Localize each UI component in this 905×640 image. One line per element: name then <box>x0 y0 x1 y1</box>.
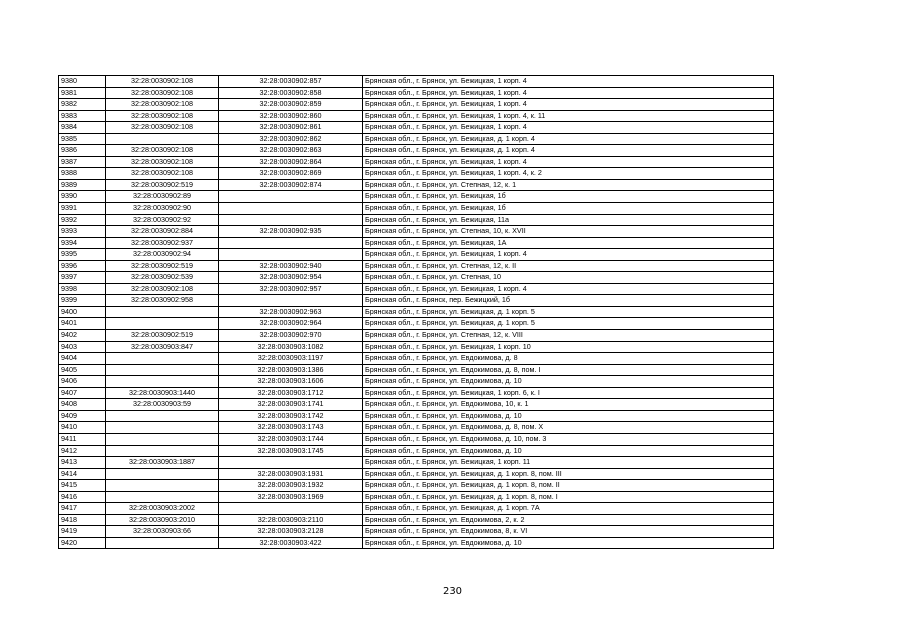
object-number-cell: 32:28:0030902:862 <box>219 133 363 145</box>
address-cell: Брянская обл., г. Брянск, пер. Бежицкий, 1б <box>363 295 774 307</box>
table-row <box>59 179 774 191</box>
table-row <box>59 318 774 330</box>
row-number-cell: 9388 <box>59 168 106 180</box>
address-cell: Брянская обл., г. Брянск, ул. Евдокимова, д. 8 <box>363 353 774 365</box>
address-cell: Брянская обл., г. Брянск, ул. Евдокимова, 10, к. 1 <box>363 399 774 411</box>
row-number-cell: 9396 <box>59 260 106 272</box>
parcel-number-cell: 32:28:0030902:539 <box>106 272 219 284</box>
parcel-number-cell: 32:28:0030902:958 <box>106 295 219 307</box>
table-row <box>59 249 774 261</box>
row-number-cell: 9404 <box>59 353 106 365</box>
address-cell: Брянская обл., г. Брянск, ул. Бежицкая, 1 корп. 4 <box>363 249 774 261</box>
address-cell: Брянская обл., г. Брянск, ул. Евдокимова, д. 8, пом. I <box>363 364 774 376</box>
table-row <box>59 445 774 457</box>
address-cell: Брянская обл., г. Брянск, ул. Степная, 10, к. XVII <box>363 226 774 238</box>
row-number-cell: 9403 <box>59 341 106 353</box>
row-number-cell: 9380 <box>59 76 106 88</box>
row-number-cell: 9387 <box>59 156 106 168</box>
object-number-cell <box>219 295 363 307</box>
row-number-cell: 9397 <box>59 272 106 284</box>
parcel-number-cell <box>106 364 219 376</box>
object-number-cell: 32:28:0030903:1743 <box>219 422 363 434</box>
object-number-cell: 32:28:0030903:1712 <box>219 387 363 399</box>
table-row <box>59 399 774 411</box>
row-number-cell: 9420 <box>59 537 106 549</box>
address-cell: Брянская обл., г. Брянск, ул. Бежицкая, д. 1 корп. 7А <box>363 503 774 515</box>
row-number-cell: 9381 <box>59 87 106 99</box>
parcel-number-cell: 32:28:0030902:108 <box>106 110 219 122</box>
object-number-cell <box>219 203 363 215</box>
object-number-cell: 32:28:0030903:1969 <box>219 491 363 503</box>
object-number-cell: 32:28:0030902:857 <box>219 76 363 88</box>
object-number-cell <box>219 214 363 226</box>
parcel-number-cell: 32:28:0030902:108 <box>106 99 219 111</box>
address-cell: Брянская обл., г. Брянск, ул. Бежицкая, 1 корп. 4 <box>363 87 774 99</box>
table-row <box>59 503 774 515</box>
table-row <box>59 353 774 365</box>
parcel-number-cell: 32:28:0030902:108 <box>106 122 219 134</box>
address-cell: Брянская обл., г. Брянск, ул. Евдокимова, д. 10 <box>363 410 774 422</box>
row-number-cell: 9392 <box>59 214 106 226</box>
object-number-cell: 32:28:0030903:1744 <box>219 433 363 445</box>
table-row <box>59 295 774 307</box>
parcel-number-cell <box>106 491 219 503</box>
row-number-cell: 9419 <box>59 526 106 538</box>
table-row <box>59 491 774 503</box>
table-row <box>59 433 774 445</box>
page-number: 230 <box>442 586 463 597</box>
object-number-cell: 32:28:0030903:1197 <box>219 353 363 365</box>
table-body <box>59 76 774 549</box>
address-cell: Брянская обл., г. Брянск, ул. Степная, 10 <box>363 272 774 284</box>
table-row <box>59 364 774 376</box>
table-row <box>59 76 774 88</box>
object-number-cell <box>219 249 363 261</box>
table-row <box>59 514 774 526</box>
parcel-number-cell <box>106 410 219 422</box>
table-row <box>59 376 774 388</box>
row-number-cell: 9408 <box>59 399 106 411</box>
address-cell: Брянская обл., г. Брянск, ул. Бежицкая, 1 корп. 6, к. I <box>363 387 774 399</box>
object-number-cell: 32:28:0030903:1082 <box>219 341 363 353</box>
row-number-cell: 9411 <box>59 433 106 445</box>
table-row <box>59 410 774 422</box>
object-number-cell <box>219 457 363 469</box>
object-number-cell: 32:28:0030903:1606 <box>219 376 363 388</box>
parcel-number-cell: 32:28:0030902:92 <box>106 214 219 226</box>
table-row <box>59 214 774 226</box>
address-cell: Брянская обл., г. Брянск, ул. Бежицкая, 1 корп. 4 <box>363 122 774 134</box>
object-number-cell: 32:28:0030902:935 <box>219 226 363 238</box>
parcel-number-cell <box>106 353 219 365</box>
address-cell: Брянская обл., г. Брянск, ул. Бежицкая, д. 1 корп. 8, пом. III <box>363 468 774 480</box>
table-row <box>59 145 774 157</box>
row-number-cell: 9384 <box>59 122 106 134</box>
parcel-number-cell: 32:28:0030902:884 <box>106 226 219 238</box>
object-number-cell: 32:28:0030903:1742 <box>219 410 363 422</box>
row-number-cell: 9398 <box>59 283 106 295</box>
table-row <box>59 156 774 168</box>
object-number-cell: 32:28:0030902:864 <box>219 156 363 168</box>
address-cell: Брянская обл., г. Брянск, ул. Бежицкая, 1 корп. 4, к. 11 <box>363 110 774 122</box>
row-number-cell: 9394 <box>59 237 106 249</box>
address-cell: Брянская обл., г. Брянск, ул. Степная, 12, к. 1 <box>363 179 774 191</box>
object-number-cell: 32:28:0030902:858 <box>219 87 363 99</box>
object-number-cell: 32:28:0030902:940 <box>219 260 363 272</box>
table-row <box>59 122 774 134</box>
table-row <box>59 226 774 238</box>
parcel-number-cell: 32:28:0030902:108 <box>106 156 219 168</box>
address-cell: Брянская обл., г. Брянск, ул. Бежицкая, д. 1 корп. 5 <box>363 306 774 318</box>
object-number-cell: 32:28:0030902:874 <box>219 179 363 191</box>
address-cell: Брянская обл., г. Брянск, ул. Евдокимова, д. 10 <box>363 537 774 549</box>
row-number-cell: 9416 <box>59 491 106 503</box>
row-number-cell: 9382 <box>59 99 106 111</box>
row-number-cell: 9395 <box>59 249 106 261</box>
address-cell: Брянская обл., г. Брянск, ул. Бежицкая, 1А <box>363 237 774 249</box>
row-number-cell: 9414 <box>59 468 106 480</box>
table-row <box>59 133 774 145</box>
table-row <box>59 480 774 492</box>
object-number-cell <box>219 237 363 249</box>
parcel-number-cell <box>106 376 219 388</box>
parcel-number-cell: 32:28:0030903:2002 <box>106 503 219 515</box>
parcel-number-cell: 32:28:0030903:2010 <box>106 514 219 526</box>
parcel-number-cell <box>106 318 219 330</box>
cadastral-table <box>58 75 774 549</box>
row-number-cell: 9412 <box>59 445 106 457</box>
address-cell: Брянская обл., г. Брянск, ул. Евдокимова, д. 10 <box>363 376 774 388</box>
row-number-cell: 9409 <box>59 410 106 422</box>
address-cell: Брянская обл., г. Брянск, ул. Степная, 12, к. VIII <box>363 330 774 342</box>
object-number-cell: 32:28:0030902:963 <box>219 306 363 318</box>
parcel-number-cell: 32:28:0030903:1887 <box>106 457 219 469</box>
parcel-number-cell: 32:28:0030902:94 <box>106 249 219 261</box>
address-cell: Брянская обл., г. Брянск, ул. Бежицкая, 1 корп. 11 <box>363 457 774 469</box>
object-number-cell: 32:28:0030903:1931 <box>219 468 363 480</box>
address-cell: Брянская обл., г. Брянск, ул. Евдокимова, д. 8, пом. X <box>363 422 774 434</box>
address-cell: Брянская обл., г. Брянск, ул. Бежицкая, 1 корп. 4, к. 2 <box>363 168 774 180</box>
address-cell: Брянская обл., г. Брянск, ул. Степная, 12, к. II <box>363 260 774 272</box>
parcel-number-cell: 32:28:0030902:108 <box>106 76 219 88</box>
object-number-cell: 32:28:0030902:954 <box>219 272 363 284</box>
table-row <box>59 468 774 480</box>
object-number-cell: 32:28:0030902:964 <box>219 318 363 330</box>
table-row <box>59 99 774 111</box>
parcel-number-cell: 32:28:0030903:59 <box>106 399 219 411</box>
parcel-number-cell: 32:28:0030903:847 <box>106 341 219 353</box>
object-number-cell: 32:28:0030903:1745 <box>219 445 363 457</box>
object-number-cell: 32:28:0030902:863 <box>219 145 363 157</box>
parcel-number-cell: 32:28:0030903:1440 <box>106 387 219 399</box>
table-row <box>59 260 774 272</box>
table-row <box>59 330 774 342</box>
table-row <box>59 341 774 353</box>
object-number-cell: 32:28:0030903:422 <box>219 537 363 549</box>
parcel-number-cell: 32:28:0030902:519 <box>106 179 219 191</box>
parcel-number-cell <box>106 468 219 480</box>
table-row <box>59 237 774 249</box>
table-row <box>59 306 774 318</box>
address-cell: Брянская обл., г. Брянск, ул. Евдокимова, д. 10 <box>363 445 774 457</box>
row-number-cell: 9399 <box>59 295 106 307</box>
address-cell: Брянская обл., г. Брянск, ул. Бежицкая, д. 1 корп. 4 <box>363 145 774 157</box>
object-number-cell: 32:28:0030902:869 <box>219 168 363 180</box>
object-number-cell: 32:28:0030903:2128 <box>219 526 363 538</box>
parcel-number-cell: 32:28:0030902:89 <box>106 191 219 203</box>
row-number-cell: 9415 <box>59 480 106 492</box>
table-row <box>59 110 774 122</box>
address-cell: Брянская обл., г. Брянск, ул. Евдокимова, 8, к. VI <box>363 526 774 538</box>
object-number-cell <box>219 191 363 203</box>
parcel-number-cell: 32:28:0030902:90 <box>106 203 219 215</box>
table-row <box>59 422 774 434</box>
table-row <box>59 537 774 549</box>
parcel-number-cell: 32:28:0030902:108 <box>106 87 219 99</box>
row-number-cell: 9410 <box>59 422 106 434</box>
table-row <box>59 87 774 99</box>
address-cell: Брянская обл., г. Брянск, ул. Бежицкая, 1 корп. 4 <box>363 76 774 88</box>
address-cell: Брянская обл., г. Брянск, ул. Евдокимова, 2, к. 2 <box>363 514 774 526</box>
parcel-number-cell: 32:28:0030902:519 <box>106 260 219 272</box>
object-number-cell: 32:28:0030903:1386 <box>219 364 363 376</box>
parcel-number-cell <box>106 433 219 445</box>
parcel-number-cell <box>106 306 219 318</box>
row-number-cell: 9386 <box>59 145 106 157</box>
row-number-cell: 9400 <box>59 306 106 318</box>
address-cell: Брянская обл., г. Брянск, ул. Бежицкая, д. 1 корп. 5 <box>363 318 774 330</box>
parcel-number-cell: 32:28:0030902:108 <box>106 283 219 295</box>
address-cell: Брянская обл., г. Брянск, ул. Бежицкая, 11а <box>363 214 774 226</box>
row-number-cell: 9391 <box>59 203 106 215</box>
object-number-cell: 32:28:0030902:970 <box>219 330 363 342</box>
row-number-cell: 9418 <box>59 514 106 526</box>
row-number-cell: 9413 <box>59 457 106 469</box>
parcel-number-cell <box>106 422 219 434</box>
address-cell: Брянская обл., г. Брянск, ул. Бежицкая, 1б <box>363 203 774 215</box>
parcel-number-cell <box>106 480 219 492</box>
object-number-cell: 32:28:0030902:861 <box>219 122 363 134</box>
row-number-cell: 9417 <box>59 503 106 515</box>
address-cell: Брянская обл., г. Брянск, ул. Евдокимова, д. 10, пом. 3 <box>363 433 774 445</box>
object-number-cell: 32:28:0030902:957 <box>219 283 363 295</box>
table-row <box>59 272 774 284</box>
object-number-cell <box>219 503 363 515</box>
parcel-number-cell: 32:28:0030902:519 <box>106 330 219 342</box>
parcel-number-cell: 32:28:0030902:108 <box>106 168 219 180</box>
parcel-number-cell: 32:28:0030902:108 <box>106 145 219 157</box>
row-number-cell: 9393 <box>59 226 106 238</box>
parcel-number-cell: 32:28:0030902:937 <box>106 237 219 249</box>
row-number-cell: 9405 <box>59 364 106 376</box>
parcel-number-cell <box>106 445 219 457</box>
address-cell: Брянская обл., г. Брянск, ул. Бежицкая, 1 корп. 4 <box>363 156 774 168</box>
row-number-cell: 9383 <box>59 110 106 122</box>
table-row <box>59 283 774 295</box>
table-row <box>59 203 774 215</box>
row-number-cell: 9406 <box>59 376 106 388</box>
row-number-cell: 9385 <box>59 133 106 145</box>
parcel-number-cell: 32:28:0030903:66 <box>106 526 219 538</box>
address-cell: Брянская обл., г. Брянск, ул. Бежицкая, д. 1 корп. 8, пом. II <box>363 480 774 492</box>
table-row <box>59 526 774 538</box>
table-row <box>59 191 774 203</box>
address-cell: Брянская обл., г. Брянск, ул. Бежицкая, д. 1 корп. 8, пом. I <box>363 491 774 503</box>
table-row <box>59 168 774 180</box>
row-number-cell: 9390 <box>59 191 106 203</box>
address-cell: Брянская обл., г. Брянск, ул. Бежицкая, 1 корп. 4 <box>363 99 774 111</box>
table-row <box>59 387 774 399</box>
object-number-cell: 32:28:0030902:860 <box>219 110 363 122</box>
object-number-cell: 32:28:0030903:2110 <box>219 514 363 526</box>
address-cell: Брянская обл., г. Брянск, ул. Бежицкая, д. 1 корп. 4 <box>363 133 774 145</box>
row-number-cell: 9402 <box>59 330 106 342</box>
object-number-cell: 32:28:0030903:1932 <box>219 480 363 492</box>
object-number-cell: 32:28:0030902:859 <box>219 99 363 111</box>
parcel-number-cell <box>106 133 219 145</box>
address-cell: Брянская обл., г. Брянск, ул. Бежицкая, 1 корп. 4 <box>363 283 774 295</box>
address-cell: Брянская обл., г. Брянск, ул. Бежицкая, 1б <box>363 191 774 203</box>
object-number-cell: 32:28:0030903:1741 <box>219 399 363 411</box>
row-number-cell: 9407 <box>59 387 106 399</box>
row-number-cell: 9389 <box>59 179 106 191</box>
row-number-cell: 9401 <box>59 318 106 330</box>
parcel-number-cell <box>106 537 219 549</box>
address-cell: Брянская обл., г. Брянск, ул. Бежицкая, 1 корп. 10 <box>363 341 774 353</box>
table-row <box>59 457 774 469</box>
